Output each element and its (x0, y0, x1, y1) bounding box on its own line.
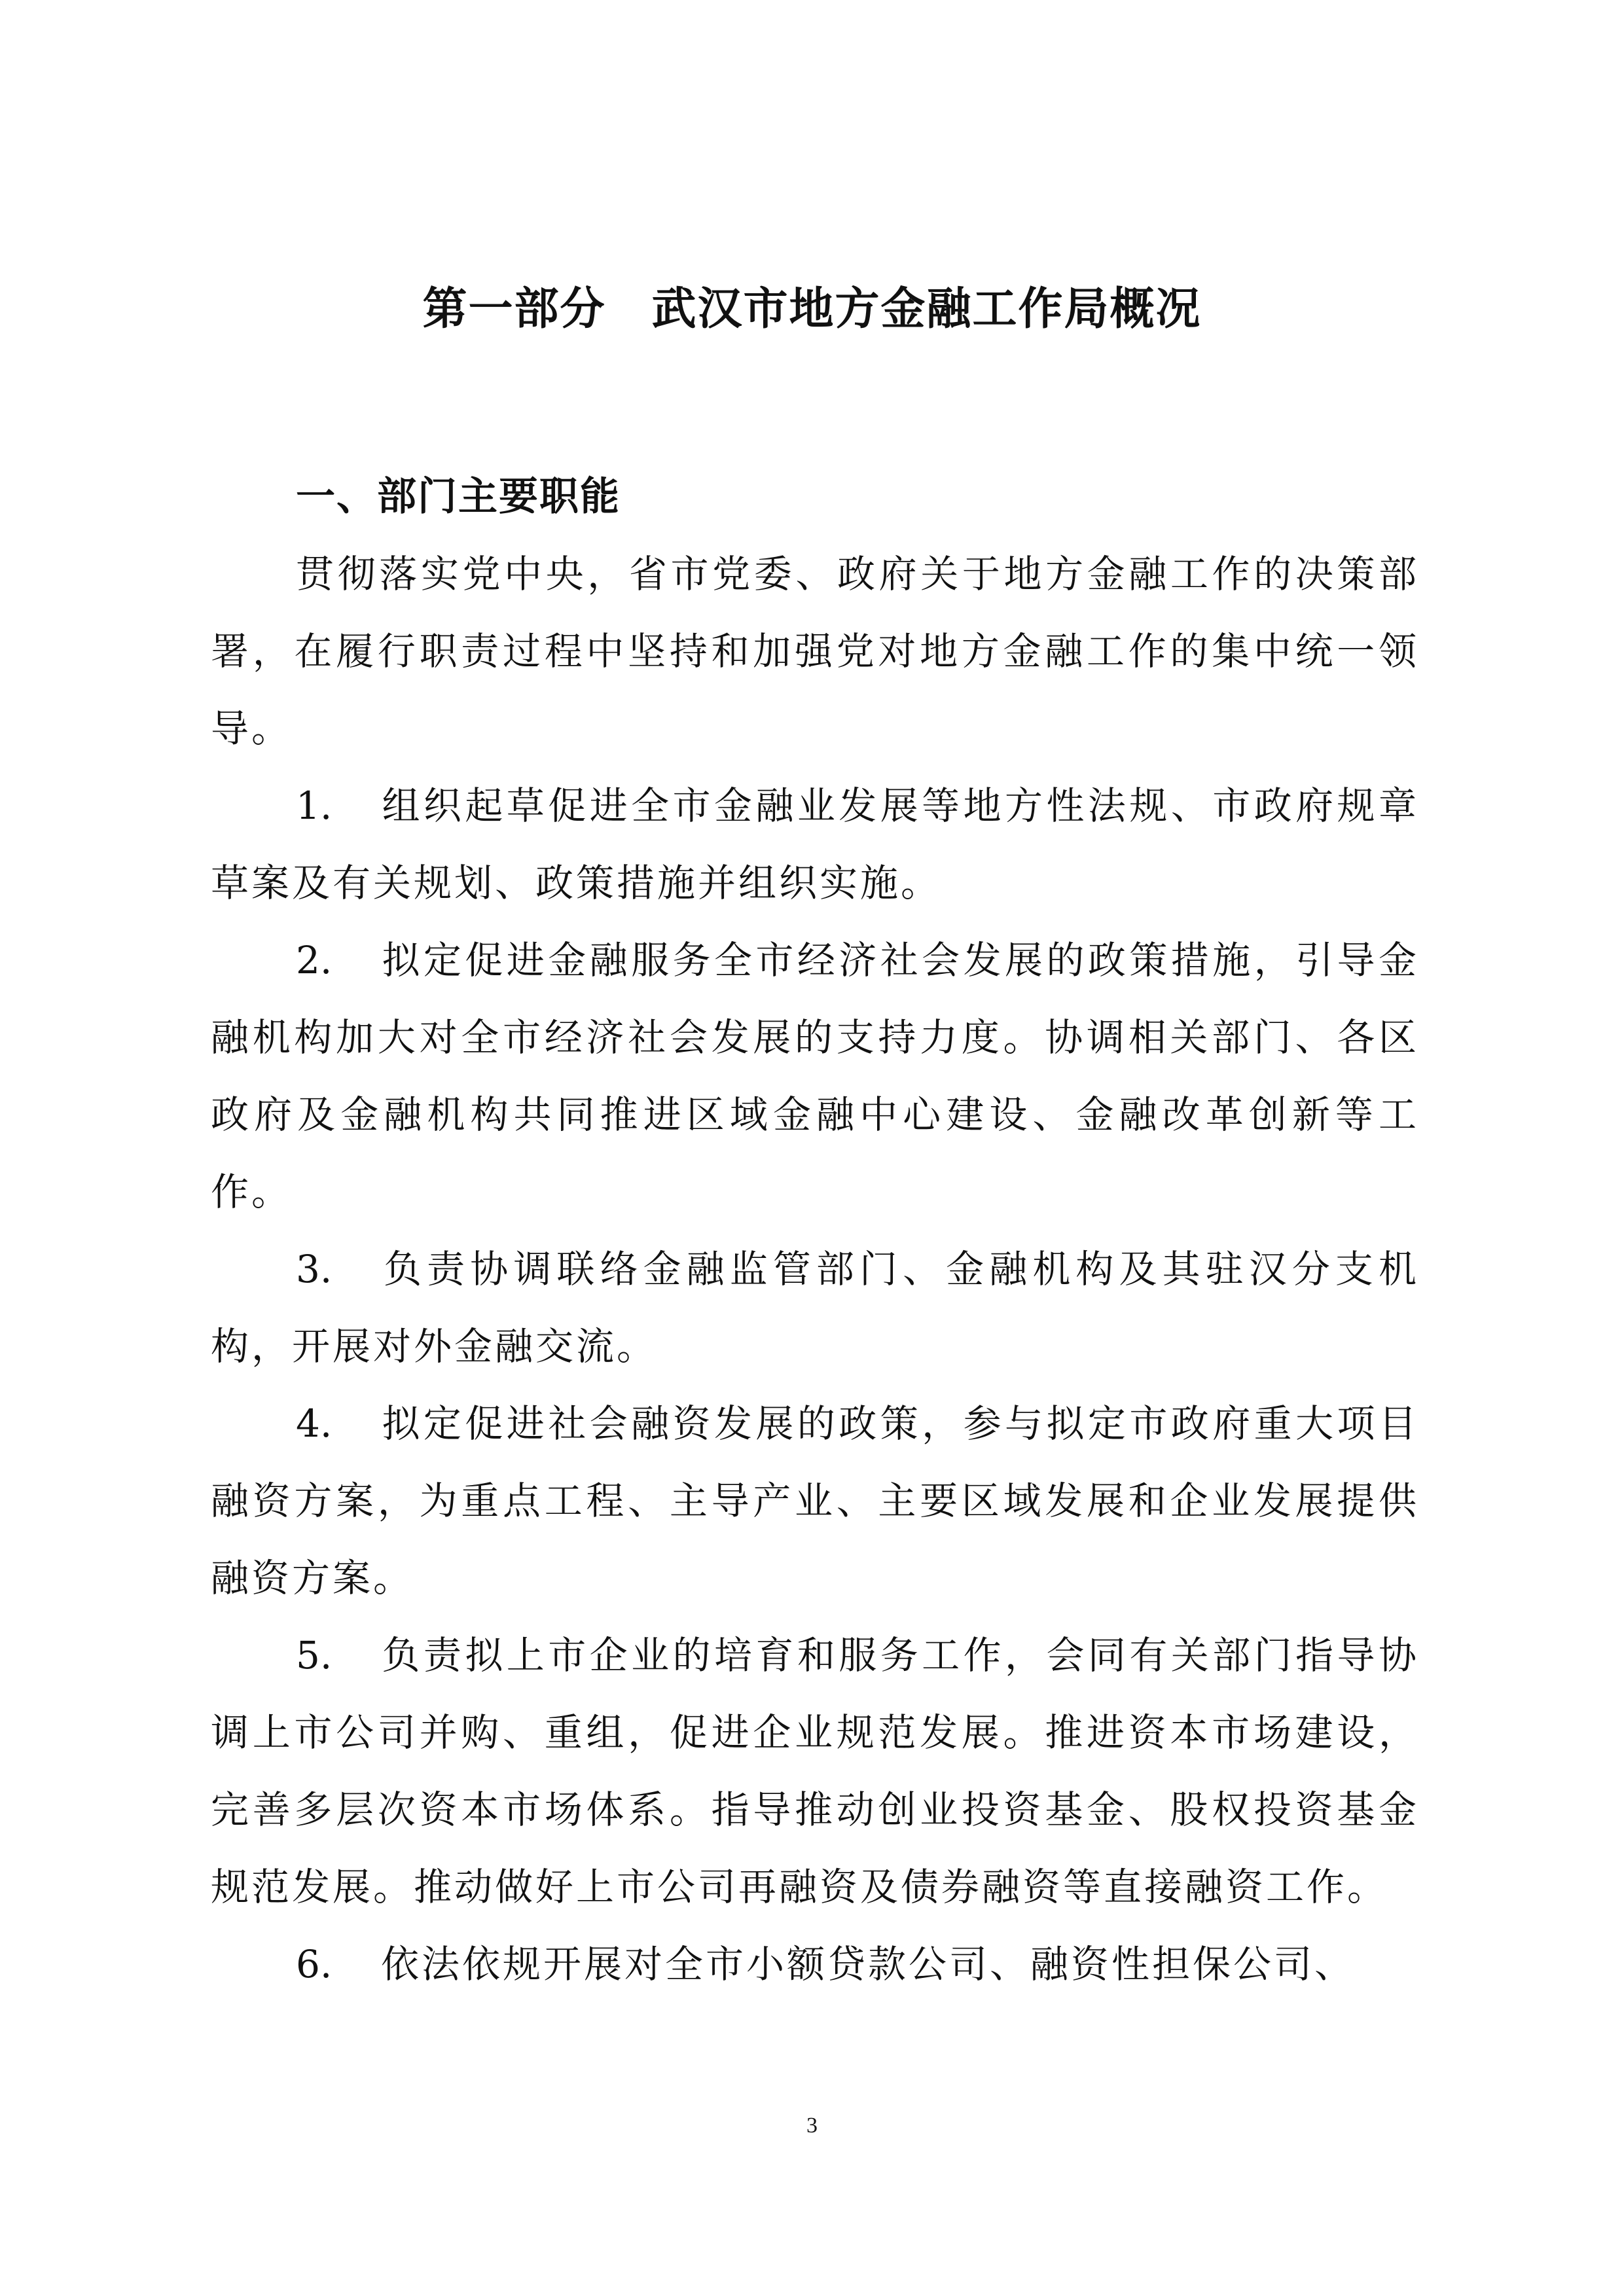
list-item (211, 767, 1419, 922)
list-item (211, 1230, 1419, 1385)
document-title: 第一部分 武汉市地方金融工作局概况 (422, 283, 1202, 335)
list-item (211, 1385, 1419, 1617)
intro-paragraph: 贯彻落实党中央，省市党委、政府关于地方金融工作的决策部署，在履行职责过程中坚持和加强党对地方金融工作的集中统一领导。 (211, 552, 1419, 751)
list-item (211, 922, 1419, 1230)
item-number: 2. (296, 938, 333, 982)
item-number: 5. (296, 1633, 333, 1677)
item-number: 4. (296, 1401, 333, 1446)
item-text: 依法依规开展对全市小额贷款公司、融资性担保公司、 (381, 1942, 1356, 1986)
section-heading: 一、部门主要职能 (296, 474, 621, 520)
page-number: 3 (806, 2113, 818, 2138)
item-number: 1. (296, 783, 333, 828)
item-text: 负责协调联络金融监管部门、金融机构及其驻汉分支机构，开展对外金融交流。 (211, 1247, 1419, 1369)
list-item (211, 1617, 1419, 1926)
item-number: 6. (296, 1942, 333, 1986)
item-text: 负责拟上市企业的培育和服务工作，会同有关部门指导协调上市公司并购、重组，促进企业规范发展。推进资本市场建设，完善多层次资本市场体系。指导推动创业投资基金、股权投资基金规范发展。推动做好上市公司再融资及债券融资等直接融资工作。 (211, 1633, 1419, 1909)
item-text: 组织起草促进全市金融业发展等地方性法规、市政府规章草案及有关规划、政策措施并组织实施。 (211, 783, 1419, 905)
item-text: 拟定促进社会融资发展的政策，参与拟定市政府重大项目融资方案，为重点工程、主导产业、主要区域发展和企业发展提供融资方案。 (211, 1401, 1419, 1600)
item-number: 3. (296, 1247, 333, 1291)
document-body (211, 458, 1419, 2003)
list-item (211, 1926, 1419, 2003)
item-text: 拟定促进金融服务全市经济社会发展的政策措施，引导金融机构加大对全市经济社会发展的支持力度。协调相关部门、各区政府及金融机构共同推进区域金融中心建设、金融改革创新等工作。 (211, 938, 1419, 1214)
